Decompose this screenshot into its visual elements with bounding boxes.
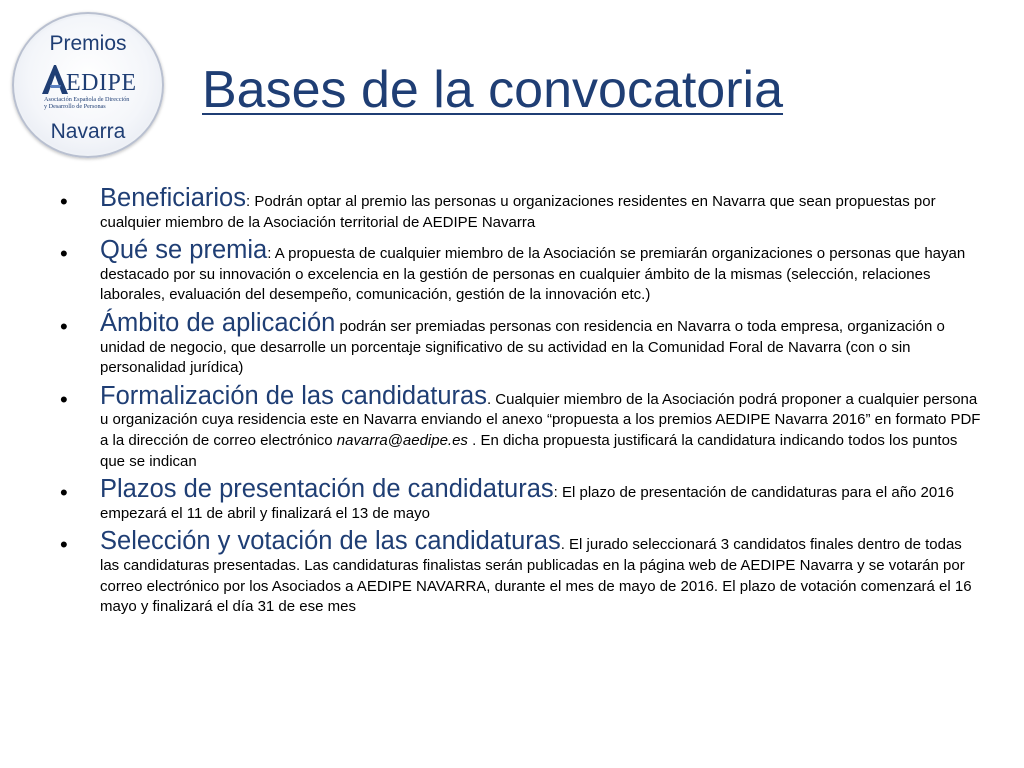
logo-tagline-line-1: Asociación Española de Dirección [44,96,130,103]
bullet-dot-icon: • [60,189,68,214]
bullet-dot-icon: • [60,313,68,339]
bullet-dot-icon: • [60,532,68,558]
bullet-ambito-de-aplicacion [56,308,981,379]
bullet-heading: Selección y votación de las candidaturas [100,527,561,556]
logo-brand-text: EDIPE [66,70,137,96]
page-title: Bases de la convocatoria [202,61,784,119]
bullet-heading: Beneficiarios [100,184,246,212]
bullet-dot-icon: • [60,480,68,506]
bullet-text: : Podrán optar al premio las personas u organizaciones residentes en Navarra que sean propuestas por cualquier miembro de la Asociación territorial de AEDIPE Navarra [100,193,936,231]
bullet-text-after: . En dicha propuesta justificará la candidatura indicando todos los puntos que se indican [100,431,958,470]
aedipe-logo-mark [40,63,138,119]
email-address: navarra@aedipe.es [336,431,468,449]
bullet-text: podrán ser premiadas personas con residencia en Navarra o toda empresa, organización o unidad de negocio, que desarrolle un porcentaje significativo de su actividad en la Comunidad Foral de Navarra (con o sin personalidad jurídica) [100,317,945,377]
bullet-seleccion-votacion [56,527,981,617]
bullet-text: : A propuesta de cualquier miembro de la Asociación se premiarán organizaciones o personas que hayan destacado por su innovación o excelencia en la gestión de personas en cualquier ámbito de la mismas (selección, relaciones laborales, evaluación del desempeño, comunicación, gestión de la innovación etc.) [100,245,966,304]
bullet-heading: Qué se premia [100,236,268,265]
bullet-text: . Cualquier miembro de la Asociación podrá proponer a cualquier persona u organización cuya residencia este en Navarra enviando el anexo “propuesta a los premios AEDIPE Navarra 2016” en formato PDF a la dirección de correo electrónico [100,390,981,449]
bullet-beneficiarios [56,184,981,233]
premios-aedipe-navarra-logo [12,12,164,158]
logo-tagline [44,96,138,111]
bullet-plazos [56,475,981,524]
bullet-formalizacion [56,381,981,472]
bullet-que-se-premia [56,236,981,306]
logo-tagline-line-2: y Desarrollo de Personas [44,103,106,111]
bullet-text: . El jurado seleccionará 3 candidatos finales dentro de todas las candidaturas presentadas. Las candidaturas finalistas serán publicadas en la página web de AEDIPE Navarra y se votarán por correo electrónico por los Asociados a AEDIPE NAVARRA, durante el mes de mayo de 2016. El plazo de votación comenzará el 16 mayo y finalizará el día 31 de ese mes [100,536,972,616]
logo-navarra-text: Navarra [50,120,126,143]
logo-premios-text: Premios [49,32,127,55]
bullet-text: : El plazo de presentación de candidaturas para el año 2016 empezará el 11 de abril y finalizará el 13 de mayo [100,484,954,522]
bullet-heading: Ámbito de aplicación [100,308,336,337]
bullet-heading: Plazos de presentación de candidaturas [100,475,554,504]
bases-bullet-list [56,184,981,624]
bullet-dot-icon: • [60,241,68,267]
bullet-heading: Formalización de las candidaturas [100,381,487,410]
bullet-dot-icon: • [60,386,68,412]
